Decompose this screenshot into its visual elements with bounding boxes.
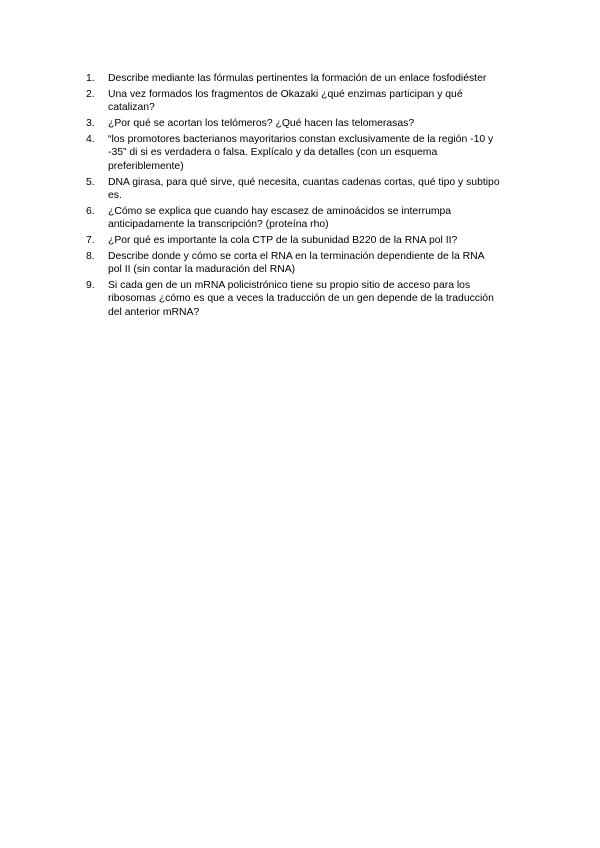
- question-text: [108, 88, 518, 114]
- question-item-8: [86, 250, 518, 276]
- question-line: -35” di si es verdadera o falsa. Explícalo y da detalles (con un esquema: [108, 147, 438, 159]
- question-line: del anterior mRNA?: [108, 306, 200, 318]
- question-number: 1.: [86, 73, 95, 84]
- question-text: [108, 117, 518, 130]
- question-line: pol II (sin contar la maduración del RNA): [108, 264, 296, 276]
- question-line: anticipadamente la transcripción? (proteína rho): [108, 218, 329, 230]
- question-item-9: [86, 279, 518, 318]
- question-item-3: [86, 117, 518, 130]
- question-line: DNA girasa, para qué sirve, qué necesita, cuantas cadenas cortas, qué tipo y subtipo: [108, 176, 500, 188]
- question-item-4: [86, 133, 518, 172]
- question-line: Describe mediante las fórmulas pertinentes la formación de un enlace fosfodiéster: [108, 73, 487, 84]
- question-line: Describe donde y cómo se corta el RNA en la terminación dependiente de la RNA: [108, 251, 485, 263]
- question-text: [108, 133, 518, 172]
- question-line: ¿Por qué es importante la cola CTP de la subunidad B220 de la RNA pol II?: [108, 235, 458, 247]
- question-list: [86, 72, 518, 322]
- question-text: [108, 279, 518, 318]
- question-line: es.: [108, 189, 122, 201]
- question-text: [108, 234, 518, 247]
- question-text: [108, 176, 518, 202]
- question-text: [108, 205, 518, 231]
- question-line: catalizan?: [108, 102, 155, 114]
- question-item-5: [86, 176, 518, 202]
- question-text: [108, 72, 518, 85]
- question-number: 7.: [86, 235, 95, 247]
- question-text: [108, 250, 518, 276]
- question-line: preferiblemente): [108, 160, 184, 172]
- question-line: Una vez formados los fragmentos de Okazaki ¿qué enzimas participan y qué: [108, 89, 463, 101]
- question-line: “los promotores bacterianos mayoritarios constan exclusivamente de la región -10 y: [108, 134, 494, 146]
- question-number: 6.: [86, 205, 95, 217]
- question-line: Si cada gen de un mRNA policistrónico tiene su propio sitio de acceso para los: [108, 280, 471, 292]
- question-number: 9.: [86, 280, 95, 292]
- question-item-6: [86, 205, 518, 231]
- question-number: 8.: [86, 251, 95, 263]
- question-line: ¿Cómo se explica que cuando hay escasez de aminoácidos se interrumpa: [108, 205, 452, 217]
- question-number: 4.: [86, 134, 95, 146]
- question-number: 2.: [86, 89, 95, 101]
- question-line: ribosomas ¿cómo es que a veces la traducción de un gen depende de la traducción: [108, 293, 494, 305]
- question-item-2: [86, 88, 518, 114]
- question-item-7: [86, 234, 518, 247]
- question-item-1: [86, 72, 518, 85]
- question-line: ¿Por qué se acortan los telómeros? ¿Qué hacen las telomerasas?: [108, 118, 415, 130]
- question-number: 5.: [86, 176, 95, 188]
- question-number: 3.: [86, 118, 95, 130]
